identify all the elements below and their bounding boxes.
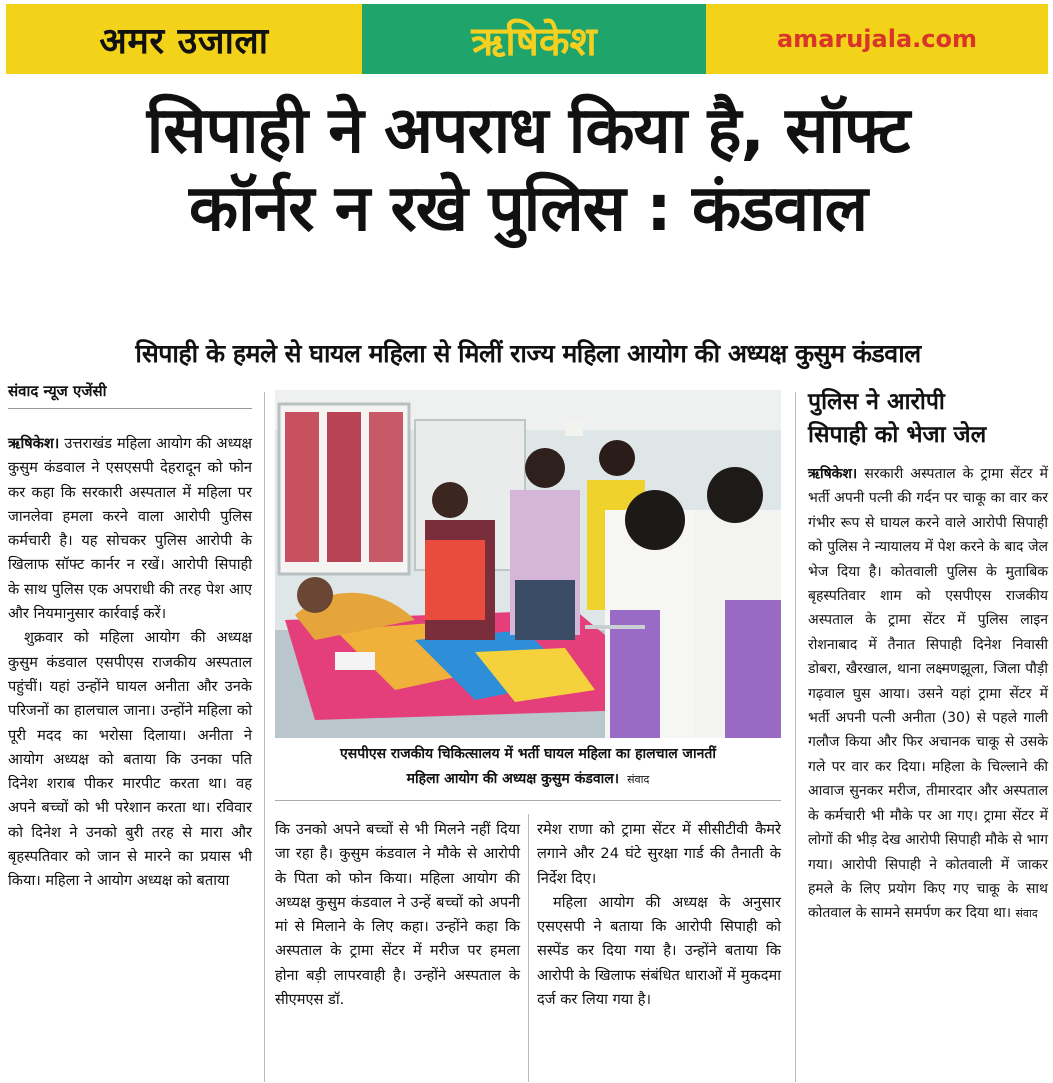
paragraph: उत्तराखंड महिला आयोग की अध्यक्ष कुसुम कंडवाल ने एसएसपी देहरादून को फोन कर कहा कि सरकारी अस्पताल में महिला पर जानलेवा हमला करने वाला आरोपी पुलिस कर्मचारी है। यह सोचकर पुलिस आरोपी के खिलाफ सॉफ्ट कार्नर न रखें। आरोपी सिपाही के साथ पुलिस एक अपराधी की तरह पेश आए और नियमानुसार कार्रवाई करें। [8,435,252,623]
sidebar-headline: पुलिस ने आरोपी सिपाही को भेजा जेल [808,389,987,448]
column-divider [795,392,796,1082]
paragraph: महिला आयोग की अध्यक्ष के अनुसार एसएसपी ने बताया कि आरोपी सिपाही को सस्पेंड कर दिया गया है। उन्होंने बताया कि आरोपी के खिलाफ संबंधित धाराओं में मुकदमा दर्ज कर लिया गया है। [537,893,781,1009]
byline: संवाद न्यूज एजेंसी [8,382,107,400]
paragraph: सरकारी अस्पताल के ट्रामा सेंटर में भर्ती अपनी पत्नी की गर्दन पर चाकू का वार कर गंभीर रूप से घायल करने वाले आरोपी सिपाही को पुलिस ने न्यायालय में पेश करने के बाद जेल भेज दिया है। कोतवाली पुलिस के मुताबिक बृहस्पतिवार शाम को एसपीएस राजकीय अस्पताल के ट्रामा सेंटर में पुलिस लाइन रोशनाबाद में तैनात सिपाही दिनेश निवासी डोबरा, खैरखाल, थाना लक्ष्मणझूला, जिला पौड़ी गढ़वाल घुस आया। उसने यहां ट्रामा सेंटर में भर्ती अपनी पत्नी अनीता (30) से पहले गाली गलौज किया और फिर अचानक चाकू से उसके गले पर वार कर दिया। महिला के चिल्लाने की आवाज सुनकर मरीज, तीमारदार और अस्पताल के कर्मचारी भी मौके पर आ गए। ट्रामा सेंटर में लोगों की भीड़ देख आरोपी सिपाही मौके से भाग गया। आरोपी सिपाही ने कोतवाली में जाकर हमले के लिए प्रयोग किए गए चाकू के साथ कोतवाल के सामने समर्पण कर दिया था। [808,466,1049,922]
masthead-banner [0,0,1053,80]
story-credit: संवाद [1015,907,1038,921]
headline [8,92,1048,248]
caption-line2: महिला आयोग की अध्यक्ष कुसुम कंडवाल। [406,771,620,787]
hospital-scene-illustration [275,390,781,738]
photo-caption [275,742,781,792]
article-column-1 [8,432,252,894]
newspaper-logo: अमर उजाला [99,20,269,62]
caption-divider [275,800,781,801]
headline-line1: सिपाही ने अपराध किया है, सॉफ्ट [146,94,910,168]
website-link[interactable]: amarujala.com [776,25,977,53]
column-divider [264,392,265,1082]
news-photo [275,390,781,738]
article-column-2 [275,818,520,1012]
paragraph: शुक्रवार को महिला आयोग की अध्यक्ष कुसुम कंडवाल एसपीएस राजकीय अस्पताल पहुंचीं। यहां उन्होंने घायल अनीता और उनके परिजनों का हालचाल जाना। उन्होंने महिला को पूरी मदद का भरोसा दिलाया। अनीता ने आयोग अध्यक्ष को बताया कि उनका पति दिनेश शराब पीकर मारपीट करता था। वह अपने बच्चों को भी परेशान करता था। रविवार को दिनेश ने उनको बुरी तरह से मारा और बृहस्पतिवार को जान से मारने का प्रयास भी किया। महिला ने आयोग अध्यक्ष को बताया [8,629,252,890]
dateline: ऋषिकेश। [8,435,60,452]
divider [8,408,252,409]
caption-line1: एसपीएस राजकीय चिकित्सालय में भर्ती घायल महिला का हालचाल जानतीं [340,746,716,762]
dateline: ऋषिकेश। [808,466,858,482]
edition-city: ऋषिकेश [471,18,597,65]
sidebar-body [808,462,1048,927]
photo-credit: संवाद [627,773,650,786]
headline-line2: कॉर्नर न रखे पुलिस : कंडवाल [189,172,867,246]
subheadline: सिपाही के हमले से घायल महिला से मिलीं राज्य महिला आयोग की अध्यक्ष कुसुम कंडवाल [135,339,921,368]
article-column-3 [537,818,781,1012]
paragraph: रमेश राणा को ट्रामा सेंटर में सीसीटीवी कैमरे लगाने और 24 घंटे सुरक्षा गार्ड की तैनाती के निर्देश दिए। [537,821,781,887]
paragraph: कि उनको अपने बच्चों से भी मिलने नहीं दिया जा रहा है। कुसुम कंडवाल ने मौके से आरोपी के पिता को फोन किया। महिला आयोग की अध्यक्ष कुसुम कंडवाल ने उन्हें बच्चों को अपनी मां से मिलाने के लिए कहा। उन्होंने कहा कि अस्पताल के ट्रामा सेंटर में मरीज पर हमला होना बड़ी लापरवाही है। उन्होंने अस्पताल के सीएमएस डॉ. [275,821,520,1009]
column-divider [528,814,529,1082]
